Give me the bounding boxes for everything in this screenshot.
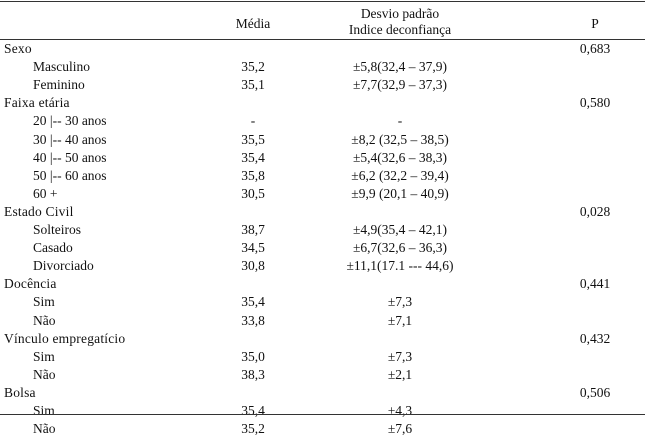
p-value: 0,506 [579, 384, 611, 400]
p-value: 0,028 [579, 203, 611, 219]
header-indice-confianca: Indice deconfiança [348, 22, 452, 37]
p-value: 0,683 [579, 41, 611, 56]
sd-value: ±9,9 (20,1 – 40,9) [351, 185, 449, 201]
mean-value: 33,8 [241, 312, 265, 328]
row-label: Não [33, 312, 56, 328]
row-label: Solteiros [33, 222, 82, 237]
mean-value: 30,8 [241, 258, 265, 274]
sd-value: - [397, 113, 403, 129]
header-p-value: P [591, 16, 599, 31]
group-label: Docência [4, 276, 57, 292]
p-value: 0,432 [579, 330, 611, 346]
mean-value: 35,2 [241, 59, 265, 75]
table-top-rule [0, 1, 645, 2]
mean-value: 35,8 [241, 167, 265, 183]
row-label: Sim [33, 403, 55, 418]
sd-value: ±6,7(32,6 – 36,3) [352, 240, 448, 256]
p-value: 0,441 [579, 276, 611, 292]
sd-value: ±6,2 (32,2 – 39,4) [351, 167, 449, 183]
row-label: 50 |-- 60 anos [33, 167, 107, 183]
sd-value: ±2,1 [387, 366, 413, 382]
row-label: Não [33, 366, 56, 382]
group-label: Vínculo empregatício [4, 330, 126, 346]
mean-value: 35,5 [241, 131, 265, 147]
mean-value: 34,5 [241, 240, 265, 256]
row-label: 20 |-- 30 anos [33, 113, 107, 129]
sd-value: ±11,1(17.1 --- 44,6) [346, 258, 454, 274]
mean-value: 35,2 [241, 421, 265, 437]
mean-value: - [250, 113, 256, 129]
group-label: Bolsa [4, 384, 36, 400]
row-label: Sim [33, 348, 55, 364]
row-label: Não [33, 421, 56, 437]
row-label: Divorciado [33, 258, 94, 274]
group-label: Faixa etária [4, 95, 70, 111]
sd-value: ±8,2 (32,5 – 38,5) [351, 131, 449, 147]
table-header-rule [0, 39, 645, 40]
header-desvio-padrao: Desvio padrão [360, 6, 440, 21]
sd-value: ±7,3 [387, 294, 413, 310]
sd-value: ±7,7(32,9 – 37,3) [352, 77, 448, 93]
sd-value: ±7,1 [387, 312, 413, 328]
mean-value: 35,0 [241, 348, 265, 364]
sd-value: ±7,6 [387, 421, 413, 437]
mean-value: 38,7 [241, 222, 265, 237]
p-value: 0,580 [579, 95, 611, 111]
group-label: Sexo [4, 41, 32, 56]
group-label: Estado Civil [4, 203, 74, 219]
mean-value: 35,1 [241, 77, 265, 93]
sd-value: ±4,3 [387, 403, 413, 418]
row-label: 40 |-- 50 anos [33, 149, 107, 165]
row-label: 30 |-- 40 anos [33, 131, 107, 147]
mean-value: 30,5 [241, 185, 265, 201]
mean-value: 35,4 [241, 149, 265, 165]
sd-value: ±5,4(32,6 – 38,3) [352, 149, 448, 165]
row-label: Masculino [33, 59, 90, 75]
mean-value: 35,4 [241, 294, 265, 310]
table-bottom-rule [0, 414, 645, 415]
row-label: Casado [33, 240, 73, 256]
row-label: Feminino [33, 77, 85, 93]
sd-value: ±7,3 [387, 348, 413, 364]
row-label: Sim [33, 294, 55, 310]
mean-value: 38,3 [241, 366, 265, 382]
sd-value: ±5,8(32,4 – 37,9) [352, 59, 448, 75]
mean-value: 35,4 [241, 403, 265, 418]
row-label: 60 + [33, 185, 58, 201]
header-media: Média [235, 16, 271, 31]
sd-value: ±4,9(35,4 – 42,1) [352, 222, 448, 237]
